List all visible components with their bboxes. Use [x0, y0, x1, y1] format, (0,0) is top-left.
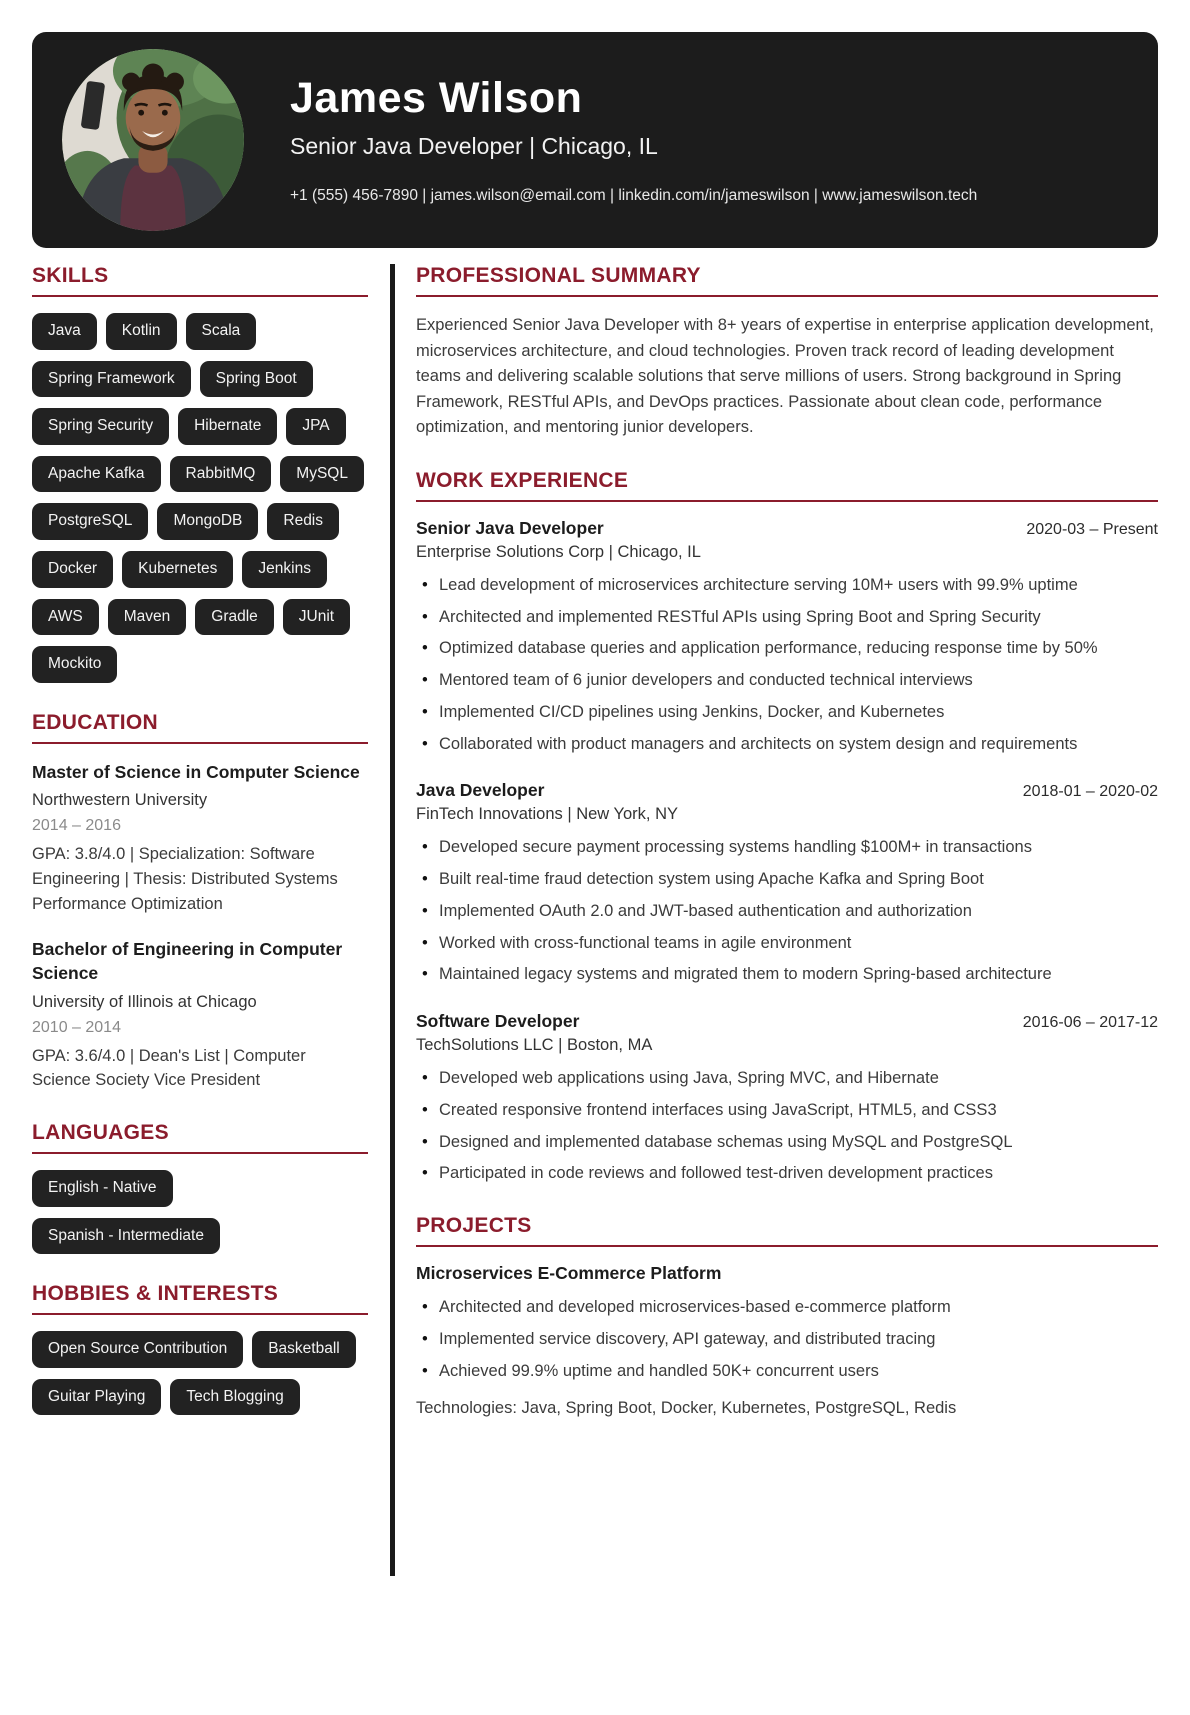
main-column	[390, 264, 1158, 1576]
job-company: TechSolutions LLC | Boston, MA	[416, 1036, 653, 1055]
skill-pill: JUnit	[283, 599, 350, 636]
skill-pill: Spring Security	[32, 408, 169, 445]
summary-text: Experienced Senior Java Developer with 8+ years of expertise in enterprise application development, microservices architecture, and cloud technologies. Proven track record of leading development teams and delivering scalable solutions that serve millions of users. Strong background in Spring Framework, RESTful APIs, and DevOps practices. Passionate about clean code, performance optimization, and mentoring junior developers.	[416, 316, 1154, 437]
languages-heading: LANGUAGES	[32, 1121, 368, 1154]
school-name: University of Illinois at Chicago	[32, 992, 257, 1011]
job-bullet: • Lead development of microservices architecture serving 10M+ users with 99.9% uptime	[416, 573, 1158, 598]
job-bullet: • Developed web applications using Java, Spring MVC, and Hibernate	[416, 1066, 1158, 1091]
person-title-location: Senior Java Developer | Chicago, IL	[290, 132, 658, 159]
job-bullet: • Maintained legacy systems and migrated them to modern Spring-based architecture	[416, 962, 1158, 987]
contact-info: +1 (555) 456-7890 | james.wilson@email.com | linkedin.com/in/jameswilson | www.jameswilson.tech	[290, 186, 978, 204]
education-details: GPA: 3.6/4.0 | Dean's List | Computer Science Society Vice President	[32, 1046, 306, 1090]
project-technologies: Technologies: Java, Spring Boot, Docker, Kubernetes, PostgreSQL, Redis	[416, 1399, 957, 1418]
education-details: GPA: 3.8/4.0 | Specialization: Software Engineering | Thesis: Distributed Systems Performance Optimization	[32, 845, 338, 913]
job-title: Senior Java Developer	[416, 517, 604, 538]
education-entry	[32, 937, 368, 1094]
project-bullet-list	[416, 1295, 1158, 1383]
skill-pill: Scala	[186, 313, 257, 350]
job-bullet-list	[416, 1066, 1158, 1186]
skill-pill: Redis	[267, 503, 339, 540]
languages-list	[32, 1170, 368, 1254]
school-name: Northwestern University	[32, 791, 208, 810]
hobby-pill: Tech Blogging	[170, 1379, 299, 1416]
hobby-pill: Basketball	[252, 1331, 356, 1368]
resume-header	[32, 32, 1158, 248]
summary-section	[416, 264, 1158, 441]
job-bullet: • Implemented OAuth 2.0 and JWT-based authentication and authorization	[416, 899, 1158, 924]
job-bullet: • Designed and implemented database schemas using MySQL and PostgreSQL	[416, 1130, 1158, 1155]
job-title: Software Developer	[416, 1011, 580, 1032]
job-bullet: • Worked with cross-functional teams in agile environment	[416, 931, 1158, 956]
project-entry	[416, 1263, 1158, 1421]
job-header	[416, 1011, 1158, 1032]
language-pill: Spanish - Intermediate	[32, 1218, 220, 1255]
hobbies-list	[32, 1331, 368, 1415]
job-dates: 2020-03 – Present	[1026, 520, 1158, 538]
skill-pill: MongoDB	[157, 503, 258, 540]
job-title: Java Developer	[416, 780, 545, 801]
job-dates: 2018-01 – 2020-02	[1022, 783, 1158, 801]
skill-pill: Hibernate	[178, 408, 277, 445]
skill-pill: Docker	[32, 551, 113, 588]
hobbies-section	[32, 1282, 368, 1415]
job-header	[416, 780, 1158, 801]
skill-pill: Java	[32, 313, 97, 350]
education-dates: 2010 – 2014	[32, 1018, 121, 1036]
education-heading: EDUCATION	[32, 711, 368, 744]
job-entry	[416, 518, 1158, 757]
job-header	[416, 518, 1158, 539]
summary-heading: PROFESSIONAL SUMMARY	[416, 264, 1158, 297]
skill-pill: Mockito	[32, 646, 117, 683]
degree-title: Master of Science in Computer Science	[32, 761, 360, 782]
job-bullet: • Built real-time fraud detection system using Apache Kafka and Spring Boot	[416, 867, 1158, 892]
hobby-pill: Open Source Contribution	[32, 1331, 243, 1368]
education-section	[32, 711, 368, 1093]
job-dates: 2016-06 – 2017-12	[1022, 1014, 1158, 1032]
skill-pill: AWS	[32, 599, 99, 636]
skills-list	[32, 313, 368, 683]
job-bullet: • Implemented CI/CD pipelines using Jenkins, Docker, and Kubernetes	[416, 700, 1158, 725]
skills-section	[32, 264, 368, 683]
skills-heading: SKILLS	[32, 264, 368, 297]
job-company: Enterprise Solutions Corp | Chicago, IL	[416, 542, 701, 561]
job-bullet: • Created responsive frontend interfaces using JavaScript, HTML5, and CSS3	[416, 1098, 1158, 1123]
hobby-pill: Guitar Playing	[32, 1379, 161, 1416]
skill-pill: PostgreSQL	[32, 503, 148, 540]
job-bullet-list	[416, 573, 1158, 757]
experience-section	[416, 469, 1158, 1186]
skill-pill: Kubernetes	[122, 551, 233, 588]
job-company: FinTech Innovations | New York, NY	[416, 805, 679, 824]
job-entry	[416, 780, 1158, 987]
skill-pill: RabbitMQ	[170, 456, 272, 493]
skill-pill: Maven	[108, 599, 187, 636]
job-bullet: • Mentored team of 6 junior developers and conducted technical interviews	[416, 668, 1158, 693]
job-bullet: • Architected and implemented RESTful APIs using Spring Boot and Spring Security	[416, 605, 1158, 630]
sidebar	[32, 264, 368, 1443]
project-bullet: • Implemented service discovery, API gateway, and distributed tracing	[416, 1327, 1158, 1352]
education-entry	[32, 760, 368, 917]
language-pill: English - Native	[32, 1170, 173, 1207]
languages-section	[32, 1121, 368, 1254]
job-bullet: • Developed secure payment processing systems handling $100M+ in transactions	[416, 835, 1158, 860]
skill-pill: Kotlin	[106, 313, 177, 350]
skill-pill: MySQL	[280, 456, 364, 493]
skill-pill: JPA	[286, 408, 345, 445]
experience-heading: WORK EXPERIENCE	[416, 469, 1158, 502]
project-bullet: • Architected and developed microservices-based e-commerce platform	[416, 1295, 1158, 1320]
education-dates: 2014 – 2016	[32, 817, 121, 835]
skill-pill: Jenkins	[242, 551, 327, 588]
skill-pill: Apache Kafka	[32, 456, 161, 493]
skill-pill: Spring Boot	[200, 361, 313, 398]
profile-photo	[62, 49, 244, 231]
skill-pill: Spring Framework	[32, 361, 191, 398]
skill-pill: Gradle	[195, 599, 274, 636]
hobbies-heading: HOBBIES & INTERESTS	[32, 1282, 368, 1315]
resume-body	[0, 248, 1190, 1576]
projects-heading: PROJECTS	[416, 1214, 1158, 1247]
projects-section	[416, 1214, 1158, 1421]
job-bullet: • Optimized database queries and application performance, reducing response time by 50%	[416, 636, 1158, 661]
job-bullet-list	[416, 835, 1158, 987]
job-entry	[416, 1011, 1158, 1186]
project-bullet: • Achieved 99.9% uptime and handled 50K+ concurrent users	[416, 1359, 1158, 1384]
job-bullet: • Participated in code reviews and followed test-driven development practices	[416, 1161, 1158, 1186]
project-name: Microservices E-Commerce Platform	[416, 1263, 722, 1284]
job-bullet: • Collaborated with product managers and architects on system design and requirements	[416, 732, 1158, 757]
degree-title: Bachelor of Engineering in Computer Science	[32, 938, 343, 983]
profile-photo-illustration	[62, 49, 244, 231]
person-name: James Wilson	[290, 74, 583, 123]
